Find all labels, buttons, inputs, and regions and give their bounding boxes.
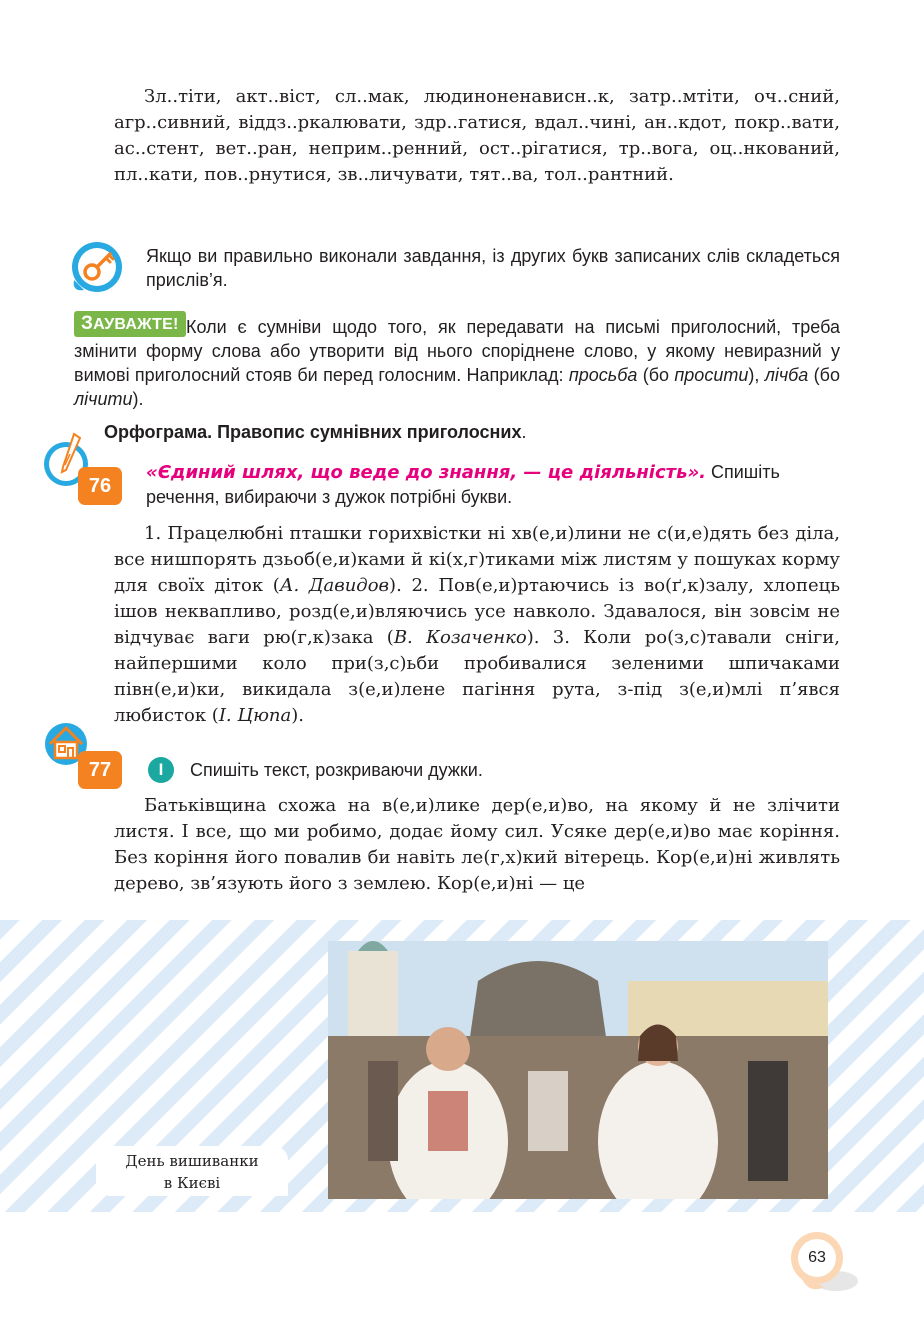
exercise-words-list: Зл..тіти, акт..віст, сл..мак, людиноненависн..к, затр..мтіти, оч..сний, агр..сивний, віддз..ркалювати, здр..гатися, вдал..чині, ан..кдот, покр..вати, ас..стент, вет..ран, неприм..ренний, ост..рігатися, тр..вога, оц..нкований, пл..кати, пов..рнутися, зв..личувати, тят..ва, тол..рантний. bbox=[114, 86, 840, 185]
page-number: 63 bbox=[808, 1249, 826, 1266]
note-text: Коли є сумніви щодо того, як передавати на письмі приголосний, треба змінити форму слова або утворити від нього споріднене слово, у якому невиразний у вимові приголосний стояв би перед голосним. Наприклад: просьба (бо просити), лічба (бо лічити). bbox=[74, 317, 840, 409]
rule-title: Орфограма. Правопис сумнівних приголосних. bbox=[104, 422, 527, 442]
key-icon bbox=[70, 240, 124, 294]
page-number-badge bbox=[788, 1229, 860, 1301]
exercise-76-number: 76 bbox=[78, 467, 122, 505]
vyshyvanka-day-photo bbox=[328, 941, 828, 1199]
exercise-76-text: 1. Працелюбні пташки горихвістки ні хв(е,и)лини не с(и,е)дять без діла, все нишпорять дзьоб(е,и)ками й кі(х,г)тиками між листям у пошуках корму для своїх діток (А. Давидов). 2. Пов(е,и)ртаючись із во(ґ,к)залу, хлопець ішов неквапливо, розд(е,и)вляючись усе навколо. Здавалося, він зовсім не відчуває ваги рю(г,к)зака (В. Козаченко). 3. Коли ро(з,с)тавали сніги, найпершими коло при(з,с)ьби пробивалися зеленими шпичаками півн(е,и)ки, викидала з(е,и)лене пагіння рута, з-під з(е,и)млі п’явся любисток (І. Цюпа). bbox=[114, 523, 841, 726]
photo-caption: День вишиванки в Києві bbox=[96, 1146, 288, 1196]
hint-text: Якщо ви правильно виконали завдання, із других букв записаних слів складеться прислів’я. bbox=[146, 246, 840, 290]
exercise-77-task: Спишіть текст, розкриваючи дужки. bbox=[190, 760, 483, 780]
exercise-76-task: «Єдиний шлях, що веде до знання, — це діяльність». Спишіть речення, вибираючи з дужок потрібні букви. bbox=[146, 462, 780, 507]
individual-task-badge: І bbox=[148, 757, 174, 783]
exercise-76-quote: «Єдиний шлях, що веде до знання, — це діяльність». bbox=[146, 462, 706, 483]
note-badge: ЗАУВАЖТЕ! bbox=[74, 311, 186, 337]
exercise-77-text: Батьківщина схожа на в(е,и)лике дер(е,и)во, на якому й не злічити листя. І все, що ми робимо, додає йому сил. Усяке дер(е,и)во має коріння. Без коріння його повалив би навіть ле(г,х)кий вітерець. Кор(е,и)ні живлять дерево, зв’язують його з землею. Кор(е,и)ні — це bbox=[114, 795, 840, 894]
exercise-77-number: 77 bbox=[78, 751, 122, 789]
